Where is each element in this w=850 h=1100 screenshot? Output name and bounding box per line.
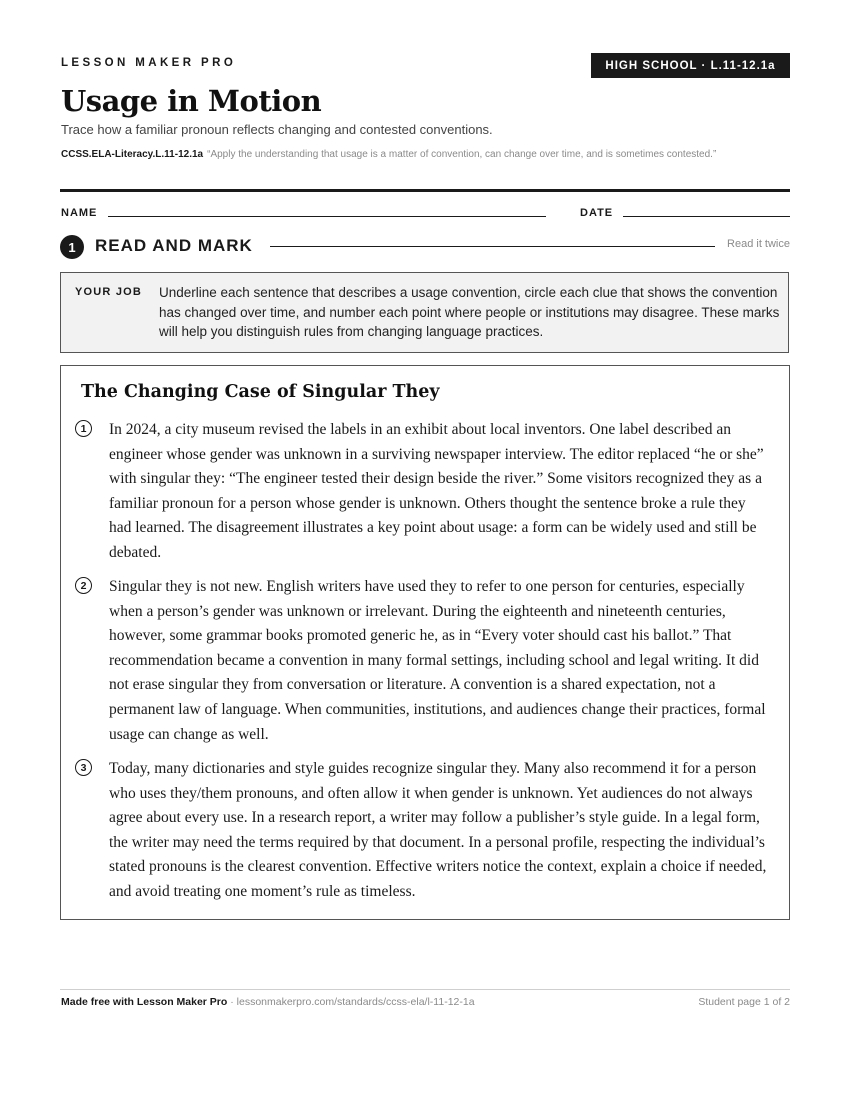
footer-divider bbox=[60, 989, 790, 990]
paragraph-text: In 2024, a city museum revised the labels in an exhibit about local inventors. One label described an engineer whose gender was unknown in a surviving newspaper interview. The editor replaced “he or she” with singular they: “The engineer tested their design beside the river.” Some visitors recognized they as a familiar pronoun for a person whose gender is unknown. Others thought the sentence broke a rule they had learned. The disagreement illustrates a key point about usage: a form can be widely used and still be debated. bbox=[109, 421, 764, 561]
passage-title: The Changing Case of Singular They bbox=[81, 382, 440, 402]
page-indicator: Student page 1 of 2 bbox=[698, 996, 790, 1008]
standard-citation bbox=[61, 148, 761, 162]
name-line[interactable] bbox=[108, 216, 546, 217]
header-divider bbox=[60, 189, 790, 192]
instructions-box bbox=[60, 272, 789, 353]
instructions-label: YOUR JOB bbox=[75, 286, 143, 298]
section-note: Read it twice bbox=[727, 238, 790, 250]
date-line[interactable] bbox=[623, 216, 790, 217]
paragraph-text: Today, many dictionaries and style guides recognize singular they. Many also recommend it for a person who uses they/them pronouns, and often allow it when gender is unknown. Yet audiences do not always agree about every use. In a research report, a writer may follow a publisher’s style guide. In a legal form, the writer may need the terms required by that document. In a personal profile, respecting the individual’s stated pronouns is the clearest convention. Effective writers notice the context, explain a choice if needed, and avoid treating one moment’s rule as timeless. bbox=[109, 760, 767, 900]
paragraph-number: 2 bbox=[75, 577, 92, 594]
instructions-text: Underline each sentence that describes a usage convention, circle each clue that shows the convention has changed over time, and number each point where people or institutions may disagree. These marks will help you distinguish rules from changing language practices. bbox=[159, 285, 780, 339]
section-rule bbox=[270, 246, 715, 247]
step-number-badge: 1 bbox=[60, 235, 84, 259]
footer-made-with: Made free with Lesson Maker Pro bbox=[61, 996, 228, 1008]
date-label: DATE bbox=[580, 207, 614, 219]
name-label: NAME bbox=[61, 207, 98, 219]
page-title: Usage in Motion bbox=[61, 84, 322, 118]
brand-name: LESSON MAKER PRO bbox=[61, 57, 237, 69]
reading-passage bbox=[60, 365, 790, 920]
paragraph-text: Singular they is not new. English writers have used they to refer to one person for centuries, especially when a person’s gender was unknown or irrelevant. During the eighteenth and nineteenth centuries, however, some grammar books promoted generic he, as in “Every voter should cast his ballot.” That recommendation became a convention in many formal settings, including school and legal writing. It did not erase singular they from conversation or literature. A convention is a shared expectation, not a permanent law of language. When communities, institutions, and audiences change their practices, formal usage can change as well. bbox=[109, 578, 766, 743]
footer-url[interactable]: · lessonmakerpro.com/standards/ccss-ela/l-11-12-1a bbox=[227, 996, 475, 1008]
section-title: READ AND MARK bbox=[95, 236, 253, 255]
section-header bbox=[60, 234, 790, 260]
level-badge: HIGH SCHOOL · L.11-12.1a bbox=[591, 53, 790, 78]
page-subtitle: Trace how a familiar pronoun reflects changing and contested conventions. bbox=[61, 122, 493, 137]
standard-text: “Apply the understanding that usage is a matter of convention, can change over time, and is sometimes contested.” bbox=[207, 149, 717, 160]
paragraph-number: 1 bbox=[75, 420, 92, 437]
paragraph-number: 3 bbox=[75, 759, 92, 776]
footer-credit bbox=[61, 996, 475, 1008]
standard-code: CCSS.ELA-Literacy.L.11-12.1a bbox=[61, 149, 204, 160]
